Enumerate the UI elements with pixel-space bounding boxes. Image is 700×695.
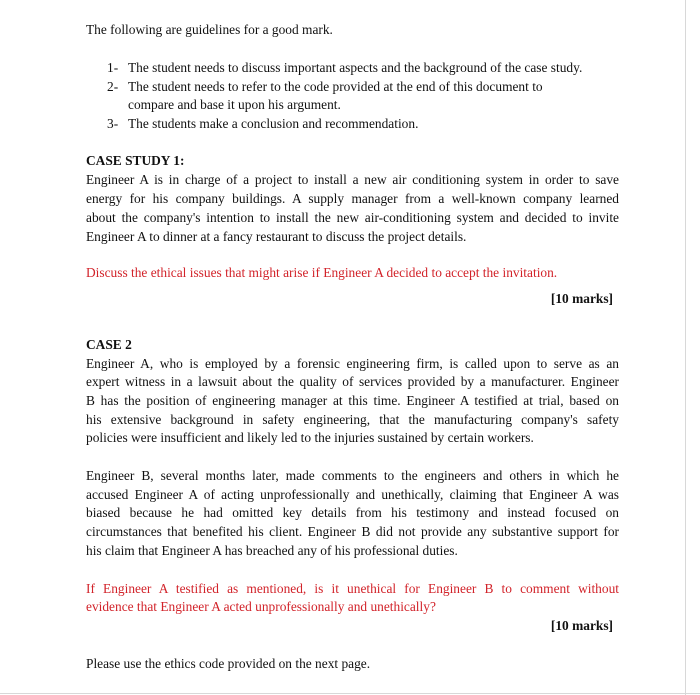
guideline-text: The student needs to discuss important aspects and the background of the case study. xyxy=(128,60,583,75)
case2-para2-line: his claim that Engineer A has breached any of his professional duties. xyxy=(86,543,458,558)
guideline-text: The students make a conclusion and recommendation. xyxy=(128,116,419,131)
case2-para2-line: biased because he had omitted key details from his testimony and instead focused on xyxy=(86,505,619,520)
case2-para1-line: policies were insufficient and likely led to the injuries sustained by certain workers. xyxy=(86,430,534,445)
case2-question-line: If Engineer A testified as mentioned, is it unethical for Engineer B to comment without xyxy=(86,581,619,596)
footer-note: Please use the ethics code provided on the next page. xyxy=(86,656,371,671)
page-bottom-edge xyxy=(0,693,700,694)
case2-para1-line: B has the position of engineering manager at this time. Engineer A testified at trial, based on xyxy=(86,393,619,408)
case2-para1-line: Engineer A, who is employed by a forensic engineering firm, is called upon to serve as an xyxy=(86,356,619,371)
case2-para1-line: his extensive background in safety engineering, that the manufacturing company's safety xyxy=(86,412,619,427)
case1-title: CASE STUDY 1: xyxy=(86,153,185,168)
case1-line: about the company's intention to install the new air-conditioning system and decided to invite xyxy=(86,210,619,225)
case2-para1-line: expert witness in a lawsuit about the quality of services provided by a manufacturer. Engineer xyxy=(86,374,619,389)
case1-line: energy for his company buildings. A supply manager from a well-known company learned xyxy=(86,191,619,206)
guideline-number: 1- xyxy=(107,60,119,75)
case1-marks: [10 marks] xyxy=(550,291,613,306)
page-edge xyxy=(685,0,686,695)
case1-line: Engineer A to dinner at a fancy restaurant to discuss the project details. xyxy=(86,229,467,244)
case2-title: CASE 2 xyxy=(86,337,132,352)
case2-para2-line: Engineer B, several months later, made comments to the engineers and others in which he xyxy=(86,468,619,483)
guideline-text: compare and base it upon his argument. xyxy=(128,97,341,112)
case1-question: Discuss the ethical issues that might arise if Engineer A decided to accept the invitation. xyxy=(86,265,558,280)
guideline-number: 2- xyxy=(107,79,119,94)
guideline-text: The student needs to refer to the code provided at the end of this document to xyxy=(128,79,543,94)
case2-para2-line: circumstances that benefited his client. Engineer B did not provide any substantive support for xyxy=(86,524,619,539)
intro-text: The following are guidelines for a good mark. xyxy=(86,22,333,37)
case2-marks: [10 marks] xyxy=(550,618,613,633)
case1-line: Engineer A is in charge of a project to install a new air conditioning system in order to save xyxy=(86,172,619,187)
guideline-number: 3- xyxy=(107,116,119,131)
case2-question-line: evidence that Engineer A acted unprofessionally and unethically? xyxy=(86,599,436,614)
case2-para2-line: accused Engineer A of acting unprofessionally and unethically, claiming that Engineer A was xyxy=(86,487,619,502)
